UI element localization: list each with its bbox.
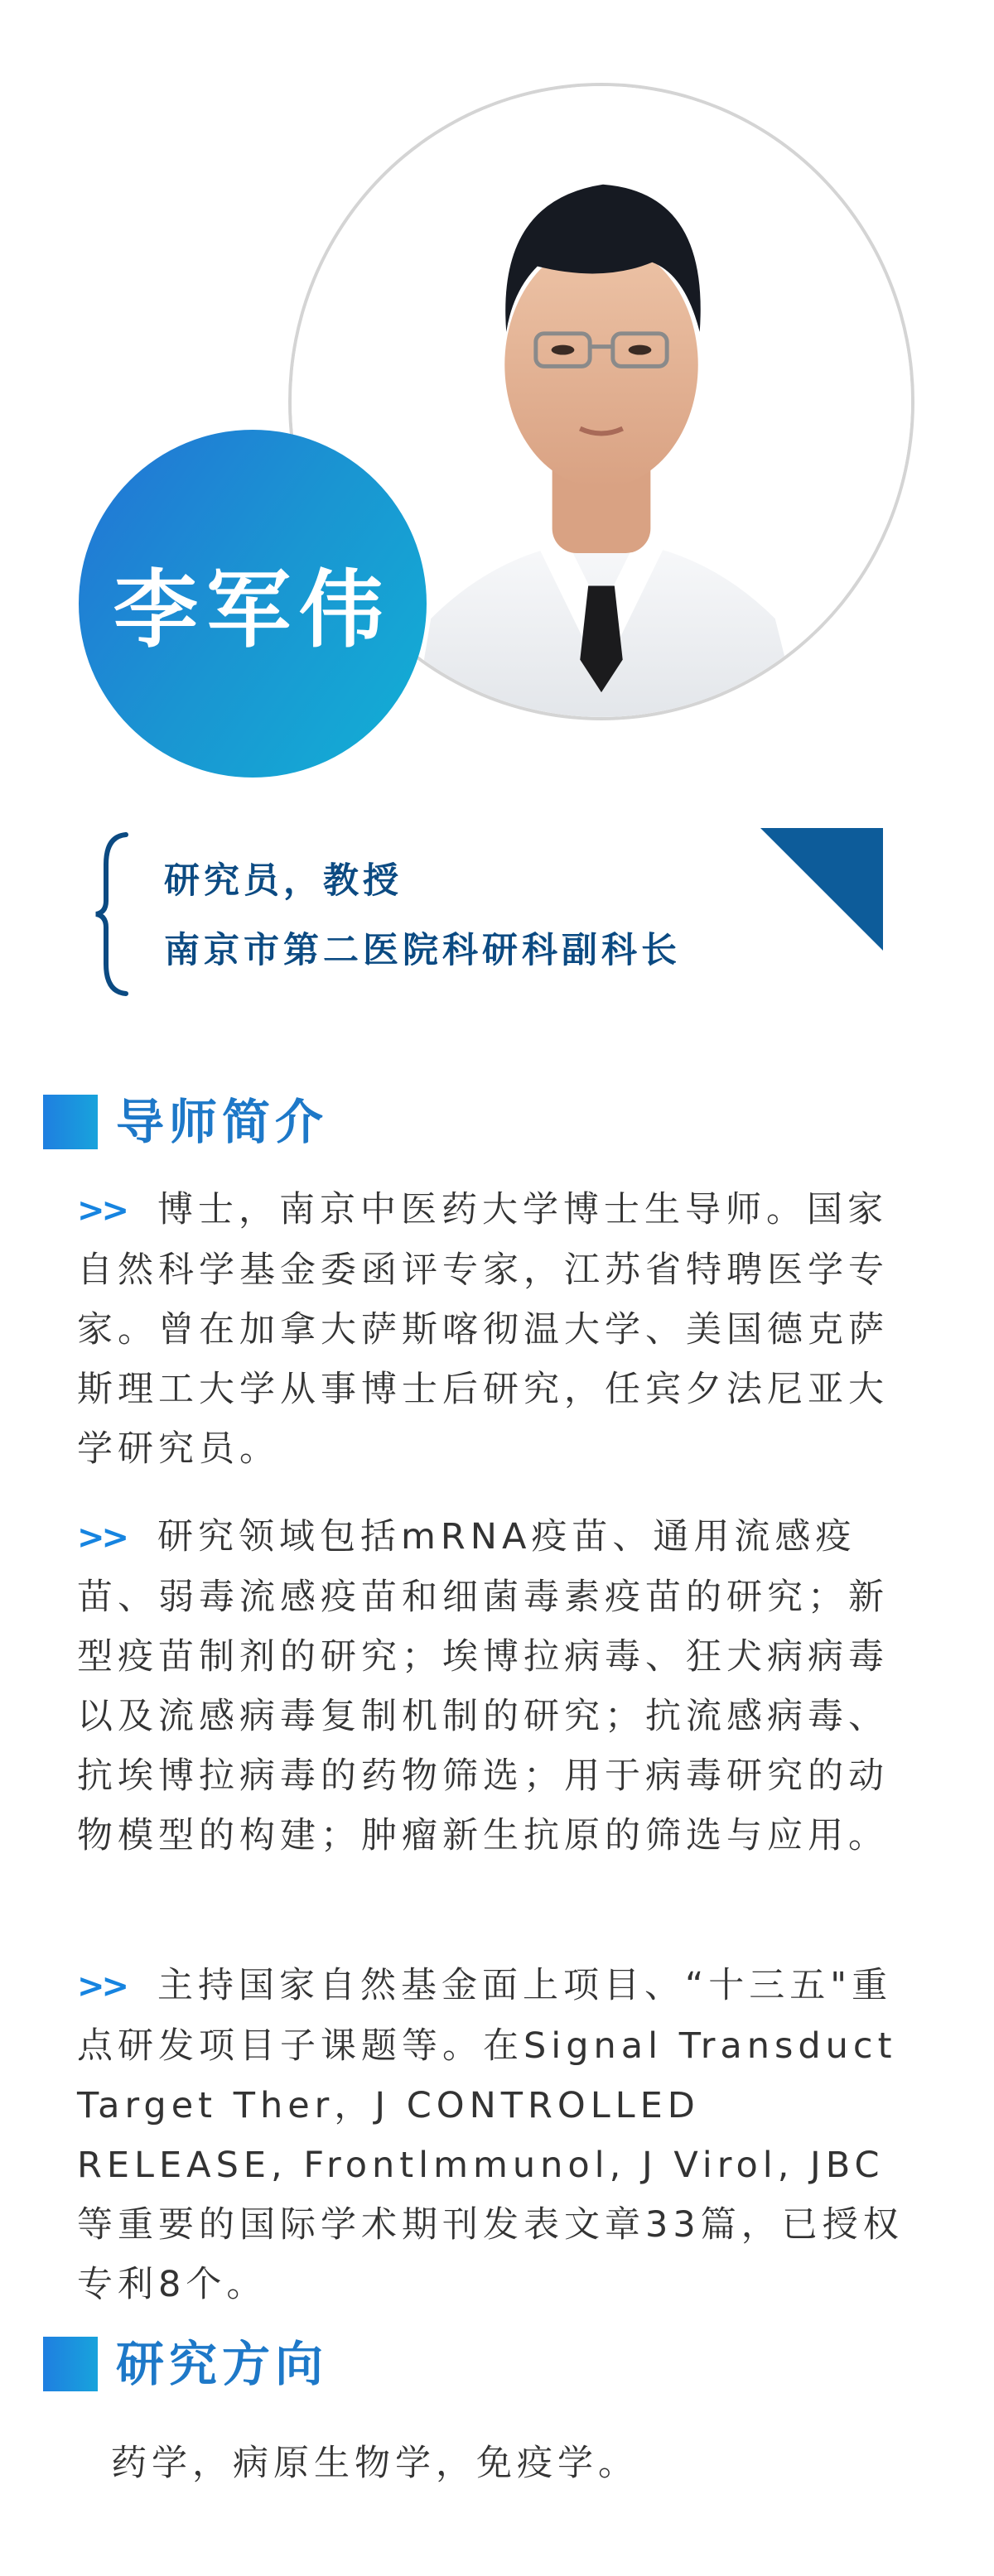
double-chevron-right-icon: >> xyxy=(77,1967,127,2005)
intro-paragraph xyxy=(77,1956,920,2314)
section-intro-title: 导师简介 xyxy=(116,1094,329,1150)
intro-paragraph xyxy=(77,1180,920,1479)
title-position: 研究员，教授 xyxy=(164,860,403,902)
title-department: 南京市第二医院科研科副科长 xyxy=(164,930,681,971)
person-name: 李军伟 xyxy=(113,561,392,660)
section-square-icon xyxy=(43,2337,98,2391)
research-directions-text: 药学，病原生物学，免疫学。 xyxy=(111,2443,639,2484)
double-chevron-right-icon: >> xyxy=(77,1519,127,1557)
section-square-icon xyxy=(43,1095,98,1149)
name-badge xyxy=(79,430,427,778)
left-brace-icon xyxy=(93,831,134,997)
section-intro-header xyxy=(43,1095,328,1149)
intro-paragraph-text: 主持国家自然基金面上项目、“十三五"重点研发项目子课题等。在Signal Transduct Target Ther，J CONTROLLED RELEASE, Frontlmmunol, J Virol, JBC等重要的国际学术期刊发表文章33篇，已授权专利8个。 xyxy=(77,1965,904,2305)
section-research-header xyxy=(43,2337,328,2391)
corner-triangle-decoration xyxy=(760,828,883,951)
intro-paragraph xyxy=(77,1507,920,1866)
intro-paragraph-text: 博士，南京中医药大学博士生导师。国家自然科学基金委函评专家，江苏省特聘医学专家。曾在加拿大萨斯喀彻温大学、美国德克萨斯理工大学从事博士后研究，任宾夕法尼亚大学研究员。 xyxy=(77,1189,889,1470)
section-research-title: 研究方向 xyxy=(116,2336,329,2392)
double-chevron-right-icon: >> xyxy=(77,1192,127,1230)
title-block xyxy=(164,856,681,995)
intro-paragraph-text: 研究领域包括mRNA疫苗、通用流感疫苗、弱毒流感疫苗和细菌毒素疫苗的研究；新型疫苗制剂的研究；埃博拉病毒、狂犬病病毒以及流感病毒复制机制的研究；抗流感病毒、抗埃博拉病毒的药物筛选；用于病毒研究的动物模型的构建；肿瘤新生抗原的筛选与应用。 xyxy=(77,1516,889,1856)
